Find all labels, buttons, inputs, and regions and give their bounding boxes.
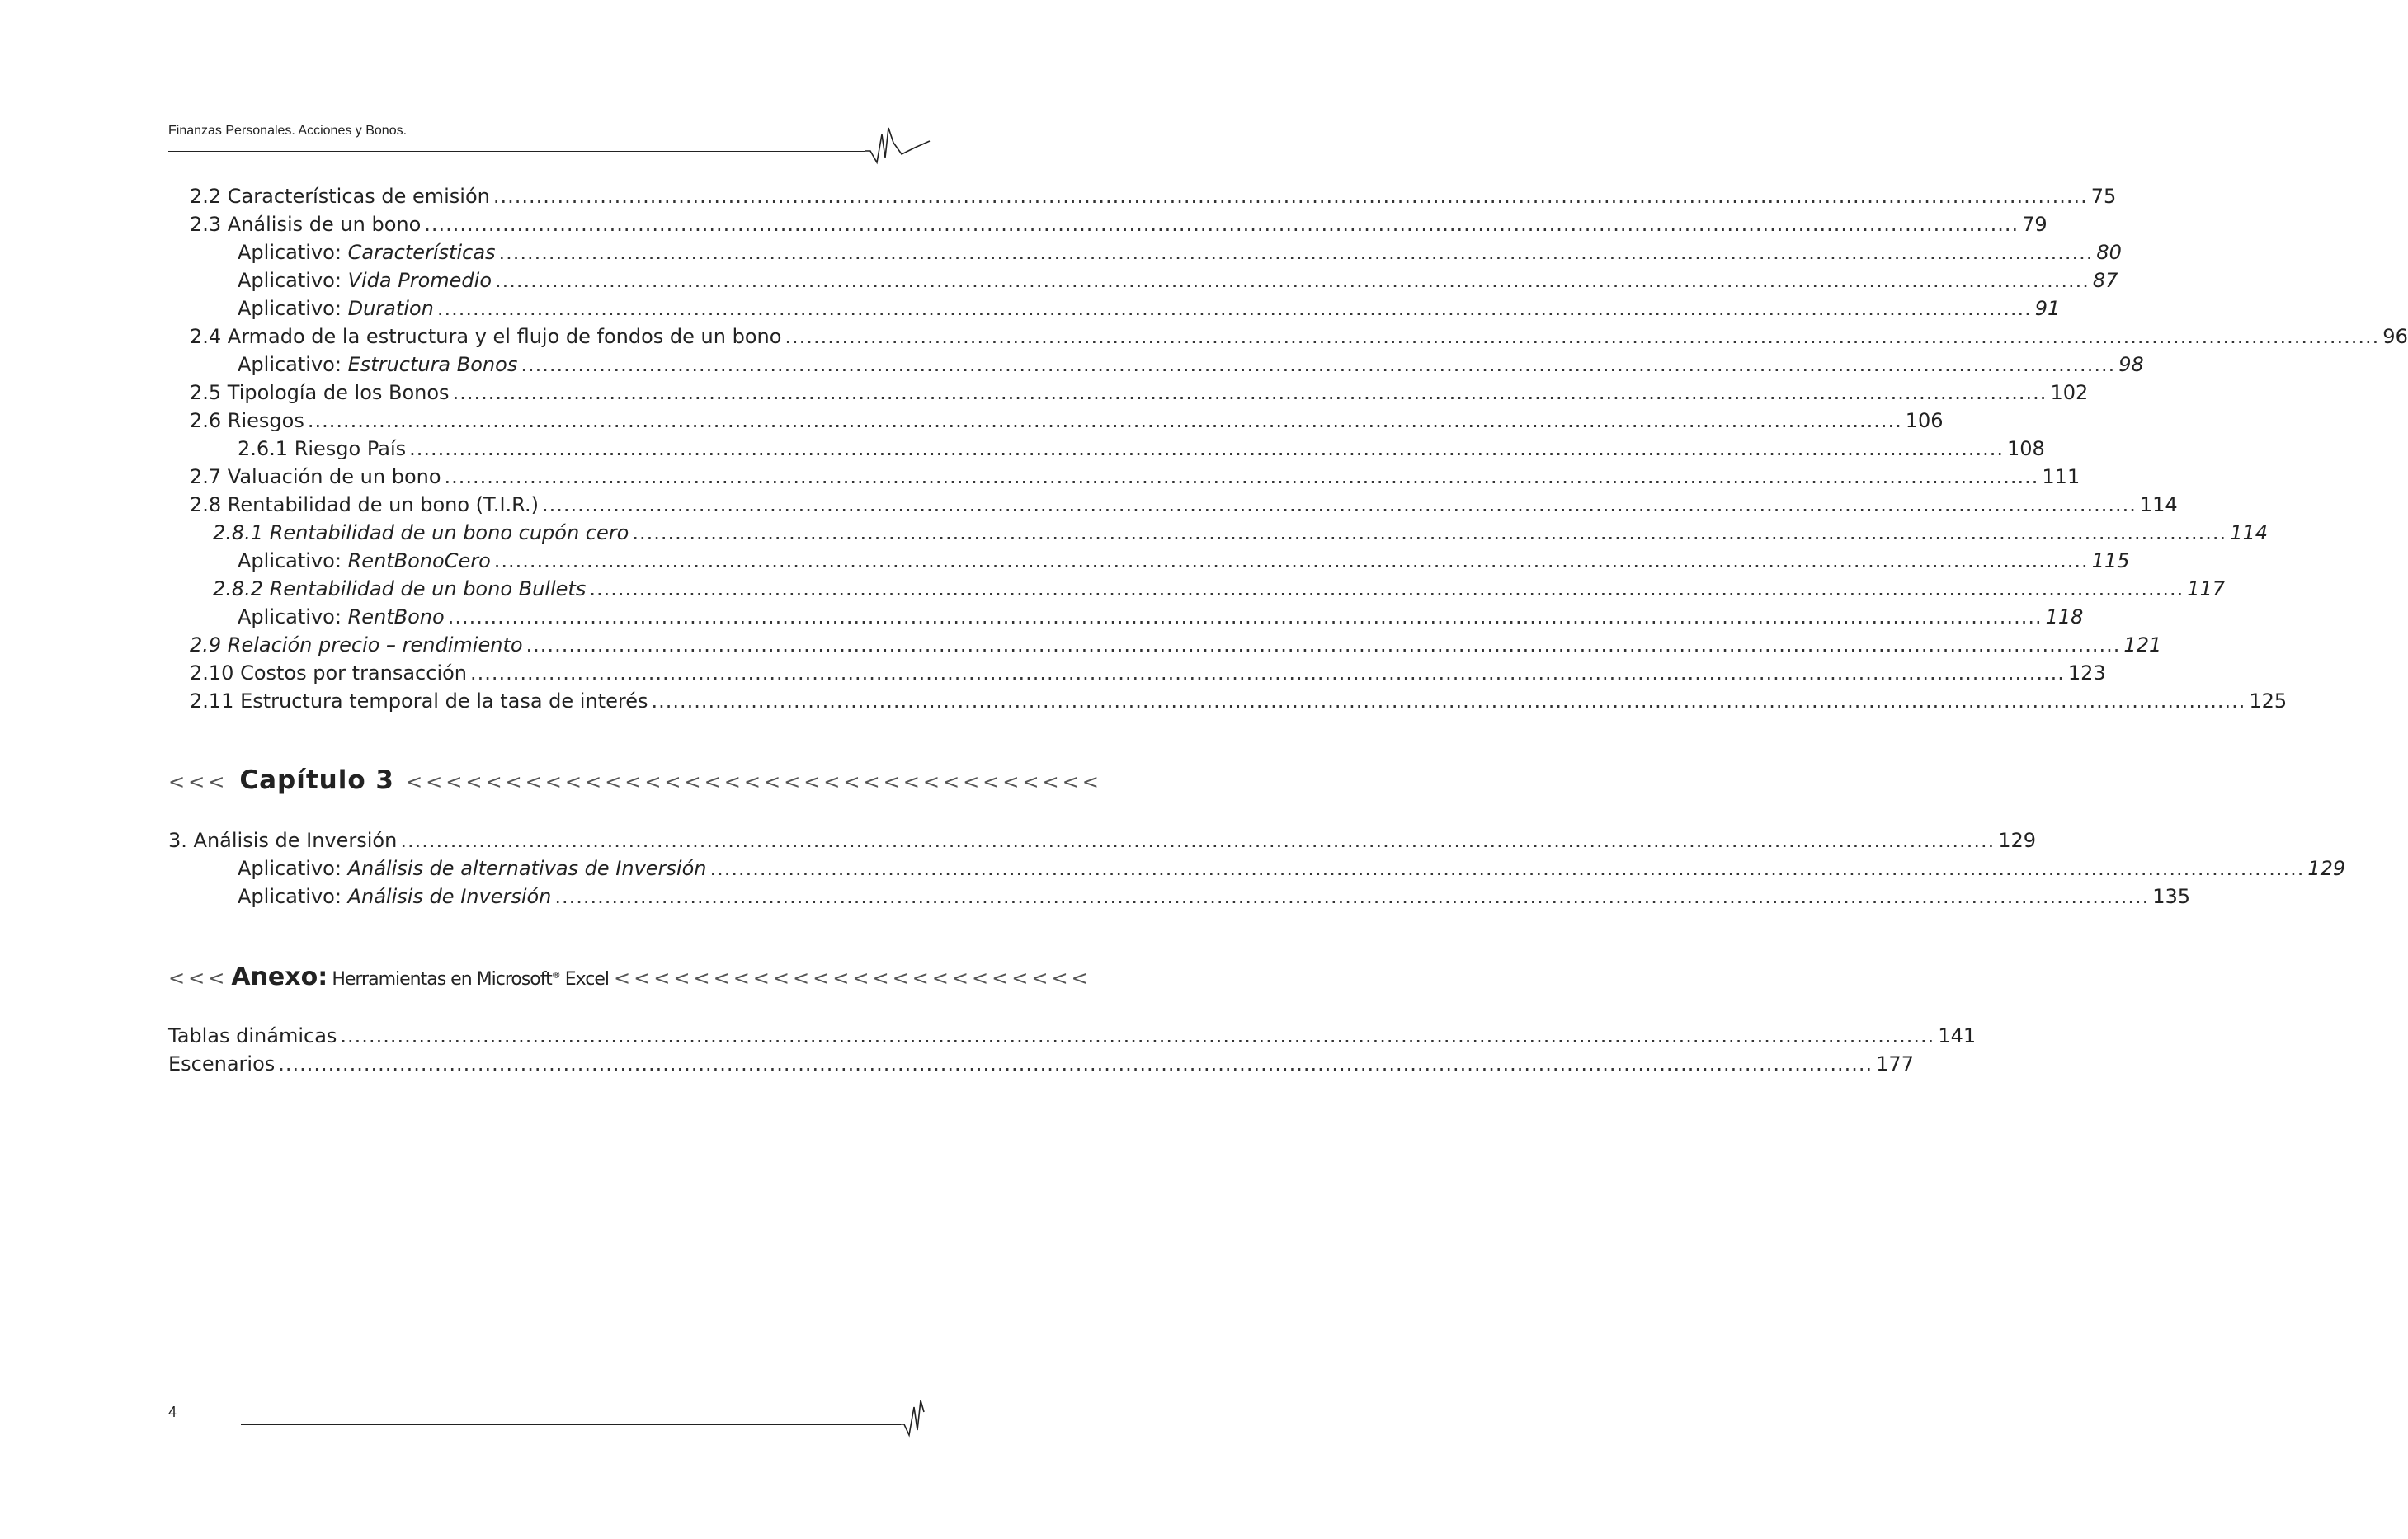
toc-entry-label: 2.2 Características de emisión	[190, 185, 490, 208]
toc-leader-dots	[493, 183, 2088, 209]
toc-entry-label: Escenarios	[168, 1052, 276, 1075]
toc-leader-dots	[554, 883, 2149, 910]
toc-page-number: 115	[2091, 549, 2130, 572]
aplicativo-name: RentBonoCero	[347, 549, 491, 572]
header-rule	[168, 151, 865, 152]
aplicativo-name: RentBono	[347, 605, 445, 628]
toc-leader-dots	[495, 267, 2090, 294]
toc-entry-label: 2.7 Valuación de un bono	[190, 465, 441, 488]
toc-entry-label: 2.5 Tipología de los Bonos	[190, 381, 450, 404]
footer-rule	[241, 1424, 901, 1425]
toc-leader-dots	[453, 379, 2048, 406]
toc-page-number: 123	[2067, 661, 2106, 685]
toc-leader-dots	[632, 520, 2227, 546]
toc-entry[interactable]	[190, 211, 2048, 238]
toc-leader-dots	[340, 1023, 1934, 1049]
toc-entry-label: 2.8 Rentabilidad de un bono (T.I.R.)	[190, 493, 539, 516]
toc-entry-label: 3. Análisis de Inversión	[168, 829, 398, 852]
aplicativo-name: Duration	[347, 297, 434, 320]
toc-page-number: 111	[2042, 465, 2080, 488]
toc-page-number: 87	[2092, 269, 2118, 292]
toc-page-number: 114	[2139, 493, 2178, 516]
toc-entry-label: 2.4 Armado de la estructura y el flujo de fondos de un bono	[190, 325, 782, 348]
toc-page-number: 91	[2034, 297, 2061, 320]
running-header: Finanzas Personales. Acciones y Bonos.	[168, 124, 408, 138]
toc-entry-label: 2.9 Relación precio – rendimiento	[190, 633, 523, 657]
aplicativo-keyword: Aplicativo:	[238, 549, 342, 572]
toc-entry[interactable]	[190, 183, 2117, 209]
chapter-heading	[168, 765, 1102, 795]
toc-leader-dots	[709, 855, 2304, 882]
toc-entry[interactable]	[190, 660, 2106, 686]
aplicativo-keyword: Aplicativo:	[238, 353, 342, 376]
toc-entry-label: 2.10 Costos por transacción	[190, 661, 468, 685]
annex-title: Anexo:	[231, 962, 328, 991]
chapter-arrows-right: <<<<<<<<<<<<<<<<<<<<<<<<<<<<<<<<<<<	[406, 770, 1102, 793]
toc-entry-aplicativo[interactable]	[238, 883, 2191, 910]
toc-leader-dots	[521, 351, 2115, 378]
toc-page-number: 118	[2045, 605, 2084, 628]
footer-squiggle-ornament	[899, 1394, 940, 1437]
toc-page-number: 121	[2123, 633, 2162, 657]
toc-leader-dots	[470, 660, 2065, 686]
toc-page-number: 117	[2187, 577, 2226, 600]
toc-page-number: 108	[2007, 437, 2045, 460]
aplicativo-name: Análisis de Inversión	[347, 885, 552, 908]
toc-entry-aplicativo[interactable]	[238, 295, 2061, 322]
toc-entry-aplicativo[interactable]	[238, 239, 2122, 266]
chapter-title: Capítulo 3	[239, 765, 394, 795]
toc-page-number: 102	[2050, 381, 2089, 404]
toc-entry-aplicativo[interactable]	[238, 548, 2130, 574]
toc-entry[interactable]	[168, 1023, 1977, 1049]
toc-entry[interactable]	[190, 379, 2089, 406]
toc-entry[interactable]	[190, 492, 2178, 518]
toc-page-number: 79	[2022, 213, 2048, 236]
toc-entry-aplicativo[interactable]	[238, 604, 2084, 630]
toc-entry[interactable]	[190, 464, 2080, 490]
aplicativo-keyword: Aplicativo:	[238, 605, 342, 628]
annex-subtitle-end: Excel	[559, 969, 610, 990]
toc-page-number: 125	[2249, 689, 2288, 713]
toc-entry-label: Tablas dinámicas	[168, 1024, 337, 1047]
toc-entry-aplicativo[interactable]	[238, 351, 2144, 378]
toc-entry[interactable]	[168, 1051, 1914, 1077]
toc-entry-label: 2.8.2 Rentabilidad de un bono Bullets	[213, 577, 587, 600]
toc-leader-dots	[542, 492, 2137, 518]
toc-entry-label: 2.3 Análisis de un bono	[190, 213, 422, 236]
toc-entry[interactable]	[168, 827, 2037, 854]
toc-page-number: 75	[2090, 185, 2117, 208]
toc-leader-dots	[278, 1051, 1873, 1077]
toc-leader-dots	[526, 632, 2121, 658]
toc-page-number: 135	[2152, 885, 2191, 908]
toc-leader-dots	[651, 688, 2245, 714]
aplicativo-keyword: Aplicativo:	[238, 241, 342, 264]
aplicativo-name: Análisis de alternativas de Inversión	[347, 857, 707, 880]
toc-leader-dots	[437, 295, 2032, 322]
toc-leader-dots	[494, 548, 2089, 574]
toc-page-number: 114	[2230, 521, 2268, 544]
annex-arrows-right: <<<<<<<<<<<<<<<<<<<<<<<<	[614, 967, 1091, 990]
toc-leader-dots	[499, 239, 2094, 266]
toc-page-number: 141	[1938, 1024, 1977, 1047]
toc-leader-dots	[400, 827, 1995, 854]
toc-page-number: 80	[2096, 241, 2122, 264]
toc-page-number: 129	[1998, 829, 2037, 852]
toc-entry-aplicativo[interactable]	[238, 855, 2346, 882]
annex-heading	[168, 962, 1091, 991]
toc-entry-label: 2.6 Riesgos	[190, 409, 304, 432]
aplicativo-keyword: Aplicativo:	[238, 857, 342, 880]
toc-page-number: 96	[2382, 325, 2408, 348]
toc-entry[interactable]	[213, 576, 2226, 602]
toc-entry-label: 2.6.1 Riesgo País	[238, 437, 407, 460]
toc-entry-label: 2.8.1 Rentabilidad de un bono cupón cero	[213, 521, 629, 544]
header-squiggle-ornament	[865, 120, 931, 164]
toc-leader-dots	[445, 464, 2039, 490]
toc-leader-dots	[589, 576, 2184, 602]
toc-page-number: 98	[2118, 353, 2144, 376]
registered-mark: ®	[551, 969, 560, 981]
toc-entry[interactable]	[190, 407, 1944, 434]
toc-leader-dots	[424, 211, 2019, 238]
footer-page-number: 4	[168, 1404, 177, 1420]
chapter-arrows-left: <<<	[168, 770, 229, 793]
toc-leader-dots	[308, 407, 1902, 434]
toc-leader-dots	[785, 323, 2379, 350]
toc-entry[interactable]	[213, 520, 2268, 546]
toc-leader-dots	[409, 435, 2004, 462]
toc-entry[interactable]	[190, 323, 2408, 350]
toc-entry[interactable]	[190, 688, 2288, 714]
toc-page-number: 177	[1876, 1052, 1914, 1075]
toc-leader-dots	[448, 604, 2043, 630]
aplicativo-name: Características	[347, 241, 496, 264]
toc-entry-label: 2.11 Estructura temporal de la tasa de interés	[190, 689, 648, 713]
toc-page-number: 129	[2307, 857, 2346, 880]
annex-arrows-left: <<<	[168, 967, 229, 990]
toc-entry[interactable]	[190, 632, 2162, 658]
aplicativo-name: Vida Promedio	[347, 269, 492, 292]
aplicativo-keyword: Aplicativo:	[238, 269, 342, 292]
toc-page-number: 106	[1905, 409, 1944, 432]
toc-entry[interactable]	[238, 435, 2045, 462]
toc-entry-aplicativo[interactable]	[238, 267, 2118, 294]
aplicativo-keyword: Aplicativo:	[238, 885, 342, 908]
annex-subtitle: Herramientas en Microsoft	[332, 969, 552, 990]
aplicativo-keyword: Aplicativo:	[238, 297, 342, 320]
aplicativo-name: Estructura Bonos	[347, 353, 518, 376]
